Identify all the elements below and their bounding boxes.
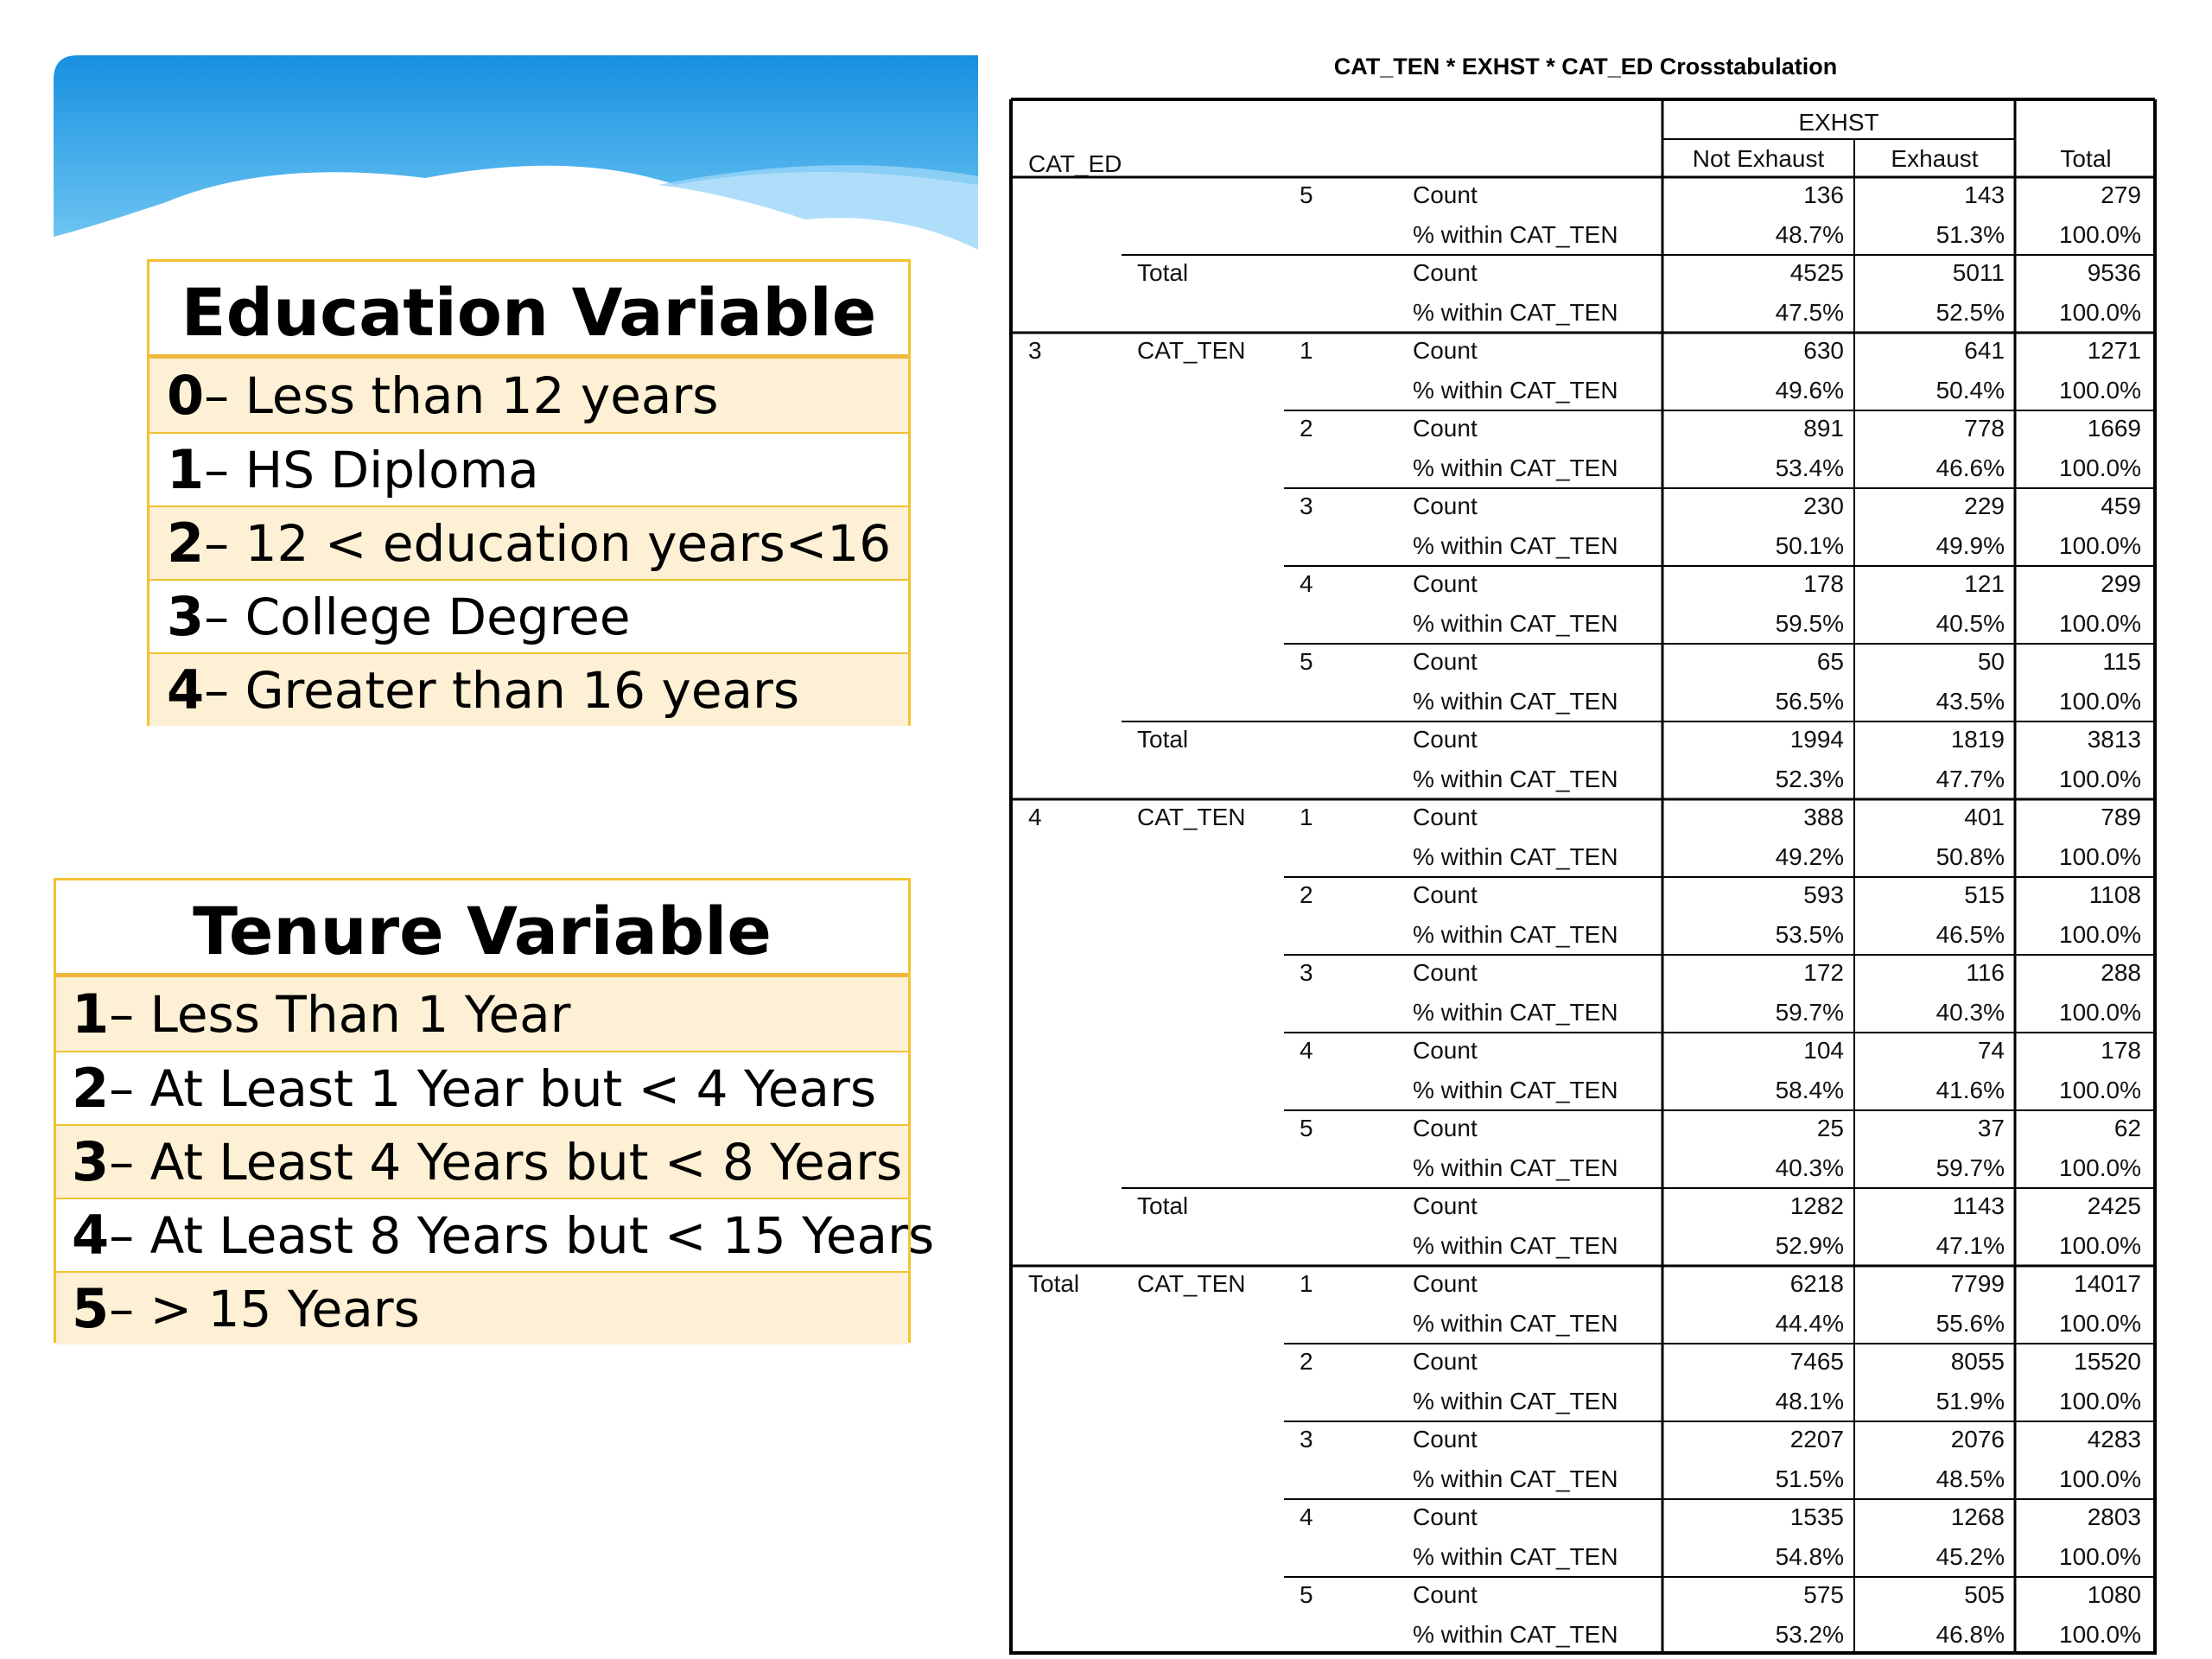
pct-cell: 49.6% — [1775, 377, 1844, 404]
education-code: 0 — [167, 364, 205, 427]
row-ten-label: 4 — [1300, 1503, 1313, 1530]
count-cell: 172 — [1803, 959, 1844, 986]
education-row-3 — [149, 579, 908, 652]
count-cell: 1994 — [1789, 726, 1844, 753]
count-label: Count — [1413, 726, 1478, 753]
count-cell: 37 — [1977, 1115, 2005, 1141]
count-cell: 1108 — [2088, 881, 2141, 908]
count-cell: 3813 — [2087, 726, 2141, 753]
tenure-row-2 — [56, 1051, 908, 1124]
row-var-label: Total — [1137, 1192, 1189, 1219]
count-cell: 6218 — [1789, 1270, 1844, 1297]
pct-cell: 50.4% — [1936, 377, 2005, 404]
pct-cell: 51.5% — [1775, 1465, 1844, 1492]
pct-cell: 53.5% — [1775, 921, 1844, 948]
education-code: 2 — [167, 512, 205, 575]
row-ten-label: 3 — [1300, 1426, 1313, 1452]
row-var-label: Total — [1137, 259, 1189, 286]
count-cell: 1282 — [1789, 1192, 1844, 1219]
pct-cell: 100.0% — [2059, 299, 2141, 326]
row-ten-label: 5 — [1300, 181, 1313, 208]
tenure-row-3 — [56, 1124, 908, 1198]
pct-cell: 50.8% — [1936, 843, 2005, 870]
crosstab-title: CAT_TEN * EXHST * CAT_ED Crosstabulation — [1333, 54, 1838, 79]
count-cell: 1080 — [2087, 1581, 2141, 1608]
pct-cell: 52.3% — [1775, 766, 1844, 792]
count-label: Count — [1413, 570, 1478, 597]
pct-cell: 100.0% — [2059, 843, 2141, 870]
count-label: Count — [1413, 1503, 1478, 1530]
count-label: Count — [1413, 648, 1478, 675]
pct-cell: 100.0% — [2059, 454, 2141, 481]
pct-label: % within CAT_TEN — [1413, 1388, 1618, 1414]
count-cell: 8055 — [1950, 1348, 2005, 1375]
count-cell: 143 — [1964, 181, 2005, 208]
pct-cell: 100.0% — [2059, 1077, 2141, 1103]
count-cell: 121 — [1964, 570, 2005, 597]
pct-cell: 55.6% — [1936, 1310, 2005, 1337]
count-cell: 789 — [2101, 804, 2141, 830]
count-cell: 7799 — [1950, 1270, 2005, 1297]
pct-cell: 100.0% — [2059, 1310, 2141, 1337]
pct-cell: 48.5% — [1936, 1465, 2005, 1492]
corner-label: CAT_ED — [1028, 150, 1122, 177]
tenure-row-1 — [56, 977, 908, 1051]
pct-cell: 45.2% — [1936, 1543, 2005, 1570]
row-ten-label: 5 — [1300, 1581, 1313, 1608]
pct-label: % within CAT_TEN — [1413, 1232, 1618, 1259]
count-cell: 115 — [2102, 648, 2141, 675]
pct-cell: 47.5% — [1775, 299, 1844, 326]
count-label: Count — [1413, 881, 1478, 908]
pct-cell: 100.0% — [2059, 221, 2141, 248]
count-label: Count — [1413, 337, 1478, 364]
tenure-desc: – > 15 Years — [109, 1279, 420, 1338]
pct-label: % within CAT_TEN — [1413, 843, 1618, 870]
education-row-1 — [149, 432, 908, 505]
count-label: Count — [1413, 259, 1478, 286]
tenure-code: 2 — [72, 1057, 110, 1120]
count-cell: 4525 — [1789, 259, 1844, 286]
count-cell: 1669 — [2087, 415, 2141, 442]
pct-cell: 53.2% — [1775, 1621, 1844, 1648]
count-label: Count — [1413, 959, 1478, 986]
pct-cell: 100.0% — [2059, 999, 2141, 1026]
count-cell: 4283 — [2087, 1426, 2141, 1452]
row-ten-label: 3 — [1300, 959, 1313, 986]
header-banner — [54, 55, 978, 254]
row-ten-label: 1 — [1300, 337, 1313, 364]
education-code: 1 — [167, 438, 205, 501]
pct-label: % within CAT_TEN — [1413, 532, 1618, 559]
pct-cell: 43.5% — [1936, 688, 2005, 715]
pct-cell: 100.0% — [2059, 610, 2141, 637]
pct-cell: 47.1% — [1936, 1232, 2005, 1259]
count-label: Count — [1413, 1270, 1478, 1297]
count-cell: 593 — [1803, 881, 1844, 908]
count-cell: 50 — [1977, 648, 2005, 675]
count-label: Count — [1413, 804, 1478, 830]
count-cell: 388 — [1803, 804, 1844, 830]
row-ed-label: 4 — [1028, 804, 1042, 830]
pct-cell: 46.5% — [1936, 921, 2005, 948]
row-ten-label: 1 — [1300, 804, 1313, 830]
education-legend-title: Education Variable — [149, 262, 908, 359]
col-header-not-exhaust: Not Exhaust — [1692, 145, 1825, 172]
pct-label: % within CAT_TEN — [1413, 610, 1618, 637]
exhst-header: EXHST — [1798, 109, 1879, 136]
pct-label: % within CAT_TEN — [1413, 377, 1618, 404]
pct-cell: 41.6% — [1936, 1077, 2005, 1103]
pct-cell: 59.7% — [1936, 1154, 2005, 1181]
col-header-total: Total — [2060, 145, 2112, 172]
pct-cell: 51.3% — [1936, 221, 2005, 248]
count-cell: 505 — [1964, 1581, 2005, 1608]
pct-cell: 100.0% — [2059, 1465, 2141, 1492]
count-cell: 230 — [1803, 493, 1844, 519]
tenure-desc: – At Least 4 Years but < 8 Years — [109, 1132, 903, 1192]
count-cell: 778 — [1964, 415, 2005, 442]
count-cell: 641 — [1964, 337, 2005, 364]
tenure-row-5 — [56, 1271, 908, 1344]
count-label: Count — [1413, 1037, 1478, 1064]
count-label: Count — [1413, 1348, 1478, 1375]
pct-label: % within CAT_TEN — [1413, 1543, 1618, 1570]
count-label: Count — [1413, 415, 1478, 442]
count-cell: 630 — [1803, 337, 1844, 364]
count-cell: 279 — [2101, 181, 2141, 208]
tenure-variable-legend — [54, 878, 935, 1343]
pct-label: % within CAT_TEN — [1413, 454, 1618, 481]
count-cell: 5011 — [1952, 259, 2005, 286]
row-ten-label: 1 — [1300, 1270, 1313, 1297]
pct-label: % within CAT_TEN — [1413, 921, 1618, 948]
pct-cell: 100.0% — [2059, 1232, 2141, 1259]
count-cell: 575 — [1803, 1581, 1844, 1608]
count-label: Count — [1413, 1115, 1478, 1141]
pct-cell: 53.4% — [1775, 454, 1844, 481]
count-cell: 25 — [1816, 1115, 1844, 1141]
pct-label: % within CAT_TEN — [1413, 1077, 1618, 1103]
pct-cell: 56.5% — [1775, 688, 1844, 715]
col-header-exhaust: Exhaust — [1891, 145, 1979, 172]
row-var-label: CAT_TEN — [1137, 804, 1246, 830]
count-cell: 515 — [1964, 881, 2005, 908]
education-variable-legend — [147, 259, 911, 726]
count-cell: 1271 — [2087, 337, 2141, 364]
pct-cell: 59.7% — [1775, 999, 1844, 1026]
education-desc: – HS Diploma — [204, 440, 539, 499]
count-cell: 7465 — [1789, 1348, 1844, 1375]
row-var-label: CAT_TEN — [1137, 337, 1246, 364]
count-cell: 104 — [1803, 1037, 1844, 1064]
pct-label: % within CAT_TEN — [1413, 1465, 1618, 1492]
row-var-label: CAT_TEN — [1137, 1270, 1246, 1297]
education-code: 4 — [167, 658, 205, 721]
pct-cell: 59.5% — [1775, 610, 1844, 637]
count-label: Count — [1413, 1581, 1478, 1608]
pct-cell: 40.3% — [1775, 1154, 1844, 1181]
count-cell: 136 — [1803, 181, 1844, 208]
pct-label: % within CAT_TEN — [1413, 1310, 1618, 1337]
pct-label: % within CAT_TEN — [1413, 999, 1618, 1026]
crosstab-grid — [1009, 98, 2157, 1655]
row-ed-label: Total — [1028, 1270, 1080, 1297]
tenure-desc: – At Least 8 Years but < 15 Years — [109, 1205, 935, 1265]
pct-cell: 51.9% — [1936, 1388, 2005, 1414]
count-cell: 1535 — [1789, 1503, 1844, 1530]
count-cell: 74 — [1977, 1037, 2005, 1064]
education-desc: – Greater than 16 years — [204, 660, 800, 720]
pct-cell: 49.2% — [1775, 843, 1844, 870]
count-cell: 1819 — [1950, 726, 2005, 753]
count-cell: 116 — [1966, 959, 2005, 986]
tenure-code: 3 — [72, 1130, 110, 1193]
pct-cell: 46.6% — [1936, 454, 2005, 481]
row-ten-label: 5 — [1300, 1115, 1313, 1141]
pct-label: % within CAT_TEN — [1413, 1621, 1618, 1648]
count-cell: 459 — [2101, 493, 2141, 519]
education-row-0 — [149, 359, 908, 432]
count-cell: 288 — [2101, 959, 2141, 986]
tenure-code: 4 — [72, 1204, 110, 1267]
pct-cell: 52.5% — [1936, 299, 2005, 326]
row-ten-label: 3 — [1300, 493, 1313, 519]
count-cell: 178 — [1803, 570, 1844, 597]
count-label: Count — [1413, 1426, 1478, 1452]
count-cell: 62 — [2113, 1115, 2141, 1141]
pct-cell: 54.8% — [1775, 1543, 1844, 1570]
pct-cell: 58.4% — [1775, 1077, 1844, 1103]
pct-cell: 100.0% — [2059, 532, 2141, 559]
row-ten-label: 4 — [1300, 570, 1313, 597]
row-ten-label: 2 — [1300, 1348, 1313, 1375]
count-label: Count — [1413, 1192, 1478, 1219]
pct-cell: 100.0% — [2059, 1621, 2141, 1648]
count-cell: 9536 — [2087, 259, 2141, 286]
count-label: Count — [1413, 493, 1478, 519]
pct-cell: 46.8% — [1936, 1621, 2005, 1648]
count-cell: 891 — [1803, 415, 1844, 442]
pct-cell: 100.0% — [2059, 921, 2141, 948]
count-cell: 2425 — [2087, 1192, 2141, 1219]
pct-label: % within CAT_TEN — [1413, 766, 1618, 792]
count-cell: 2076 — [1950, 1426, 2005, 1452]
education-desc: – 12 < education years<16 — [204, 513, 892, 573]
tenure-legend-title: Tenure Variable — [56, 880, 908, 977]
tenure-desc: – Less Than 1 Year — [109, 984, 571, 1044]
row-ten-label: 4 — [1300, 1037, 1313, 1064]
pct-cell: 48.7% — [1775, 221, 1844, 248]
count-cell: 15520 — [2074, 1348, 2141, 1375]
pct-cell: 49.9% — [1936, 532, 2005, 559]
count-cell: 1143 — [1952, 1192, 2005, 1219]
row-ten-label: 2 — [1300, 415, 1313, 442]
count-cell: 178 — [2101, 1037, 2141, 1064]
row-ten-label: 5 — [1300, 648, 1313, 675]
education-code: 3 — [167, 585, 205, 648]
education-row-4 — [149, 652, 908, 726]
pct-cell: 52.9% — [1775, 1232, 1844, 1259]
pct-cell: 50.1% — [1775, 532, 1844, 559]
pct-cell: 47.7% — [1936, 766, 2005, 792]
pct-label: % within CAT_TEN — [1413, 1154, 1618, 1181]
pct-cell: 100.0% — [2059, 766, 2141, 792]
crosstab-table — [1009, 98, 2157, 1655]
pct-cell: 48.1% — [1775, 1388, 1844, 1414]
row-var-label: Total — [1137, 726, 1189, 753]
count-cell: 65 — [1816, 648, 1844, 675]
count-cell: 2207 — [1789, 1426, 1844, 1452]
count-cell: 401 — [1964, 804, 2005, 830]
row-ed-label: 3 — [1028, 337, 1042, 364]
tenure-code: 1 — [72, 982, 110, 1046]
education-row-2 — [149, 505, 908, 579]
pct-label: % within CAT_TEN — [1413, 688, 1618, 715]
pct-label: % within CAT_TEN — [1413, 299, 1618, 326]
pct-cell: 100.0% — [2059, 377, 2141, 404]
tenure-code: 5 — [72, 1277, 110, 1340]
count-cell: 299 — [2101, 570, 2141, 597]
pct-cell: 40.5% — [1936, 610, 2005, 637]
count-cell: 229 — [1964, 493, 2005, 519]
tenure-desc: – At Least 1 Year but < 4 Years — [109, 1058, 877, 1118]
row-ten-label: 2 — [1300, 881, 1313, 908]
count-label: Count — [1413, 181, 1478, 208]
pct-cell: 40.3% — [1936, 999, 2005, 1026]
pct-cell: 44.4% — [1775, 1310, 1844, 1337]
pct-cell: 100.0% — [2059, 688, 2141, 715]
count-cell: 1268 — [1950, 1503, 2005, 1530]
pct-cell: 100.0% — [2059, 1543, 2141, 1570]
tenure-row-4 — [56, 1198, 935, 1271]
count-cell: 14017 — [2074, 1270, 2141, 1297]
pct-cell: 100.0% — [2059, 1388, 2141, 1414]
education-desc: – College Degree — [204, 587, 631, 646]
pct-label: % within CAT_TEN — [1413, 221, 1618, 248]
education-desc: – Less than 12 years — [204, 365, 719, 425]
count-cell: 2803 — [2087, 1503, 2141, 1530]
pct-cell: 100.0% — [2059, 1154, 2141, 1181]
